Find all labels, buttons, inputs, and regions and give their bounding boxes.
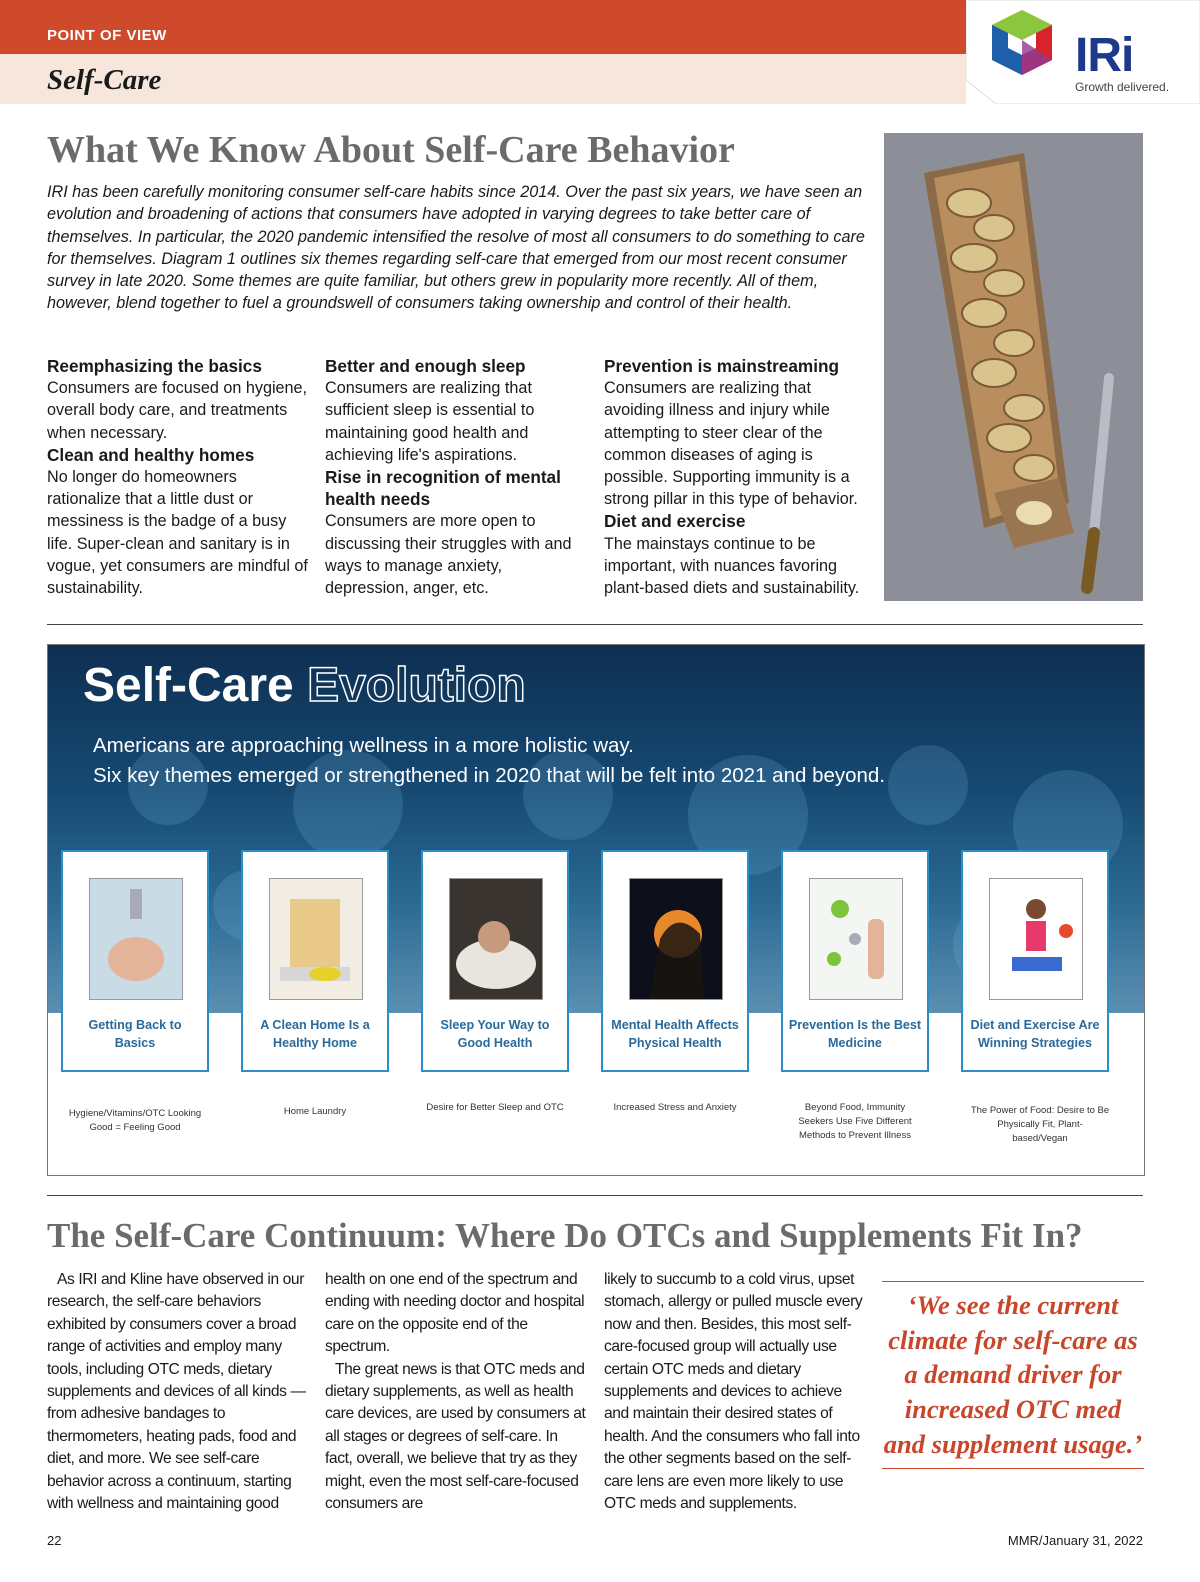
- theme-text: The mainstays continue to be important, with nuances favoring plant-based diets and sustainability.: [604, 534, 860, 598]
- theme-heading: Diet and exercise: [604, 511, 746, 532]
- diagram-title: [83, 658, 526, 713]
- mind-icon: [629, 878, 723, 1000]
- theme-heading: Prevention is mainstreaming: [604, 356, 839, 376]
- virus-shield-icon: [809, 878, 903, 1000]
- fitness-icon: [989, 878, 1083, 1000]
- divider: [47, 1195, 1143, 1196]
- card-caption: Diet and Exercise Are Winning Strategies: [970, 1018, 1100, 1050]
- theme-column-1: [47, 355, 309, 599]
- card-note: Home Laundry: [283, 1106, 347, 1117]
- theme-text: Consumers are realizing that avoiding illness and injury while attempting to steer clear of the common diseases of aging is possible. Supporting immunity is a strong pillar in this type of behavior.: [604, 379, 858, 509]
- food-photo: [884, 133, 1143, 601]
- tart-illustration: [884, 133, 1143, 601]
- body-column-1: [47, 1269, 309, 1515]
- page-number: 22: [47, 1533, 62, 1548]
- card-note: Beyond Food, Immunity Seekers Use Five Different Methods to Prevent Illness: [798, 1102, 912, 1141]
- theme-card: [601, 850, 749, 1072]
- theme-heading: Reemphasizing the basics: [47, 356, 262, 376]
- card-note: Hygiene/Vitamins/OTC Looking Good = Feeling Good: [68, 1108, 202, 1133]
- body-paragraph: As IRI and Kline have observed in our research, the self-care behaviors exhibited by consumers cover a broad range of activities and employ many tools, including OTC meds, dietary supplements and devices of all kinds — from adhesive bandages to thermometers, heating pads, food and diet, and more. We see self-care behavior across a continuum, starting with wellness and maintaining good: [47, 1271, 306, 1513]
- diagram-subtitle-line: Six key themes emerged or strengthened in 2020 that will be felt into 2021 and beyond.: [93, 764, 886, 787]
- card-caption: Getting Back to Basics: [88, 1018, 182, 1050]
- theme-heading: Better and enough sleep: [325, 356, 526, 376]
- body-paragraph: likely to succumb to a cold virus, upset stomach, allergy or pulled muscle every now and then. Besides, this most self-care-focused group will actually use certain OTC meds and dietary supplements and devices to achieve and maintain their desired states of health. And the consumers who fall into the other segments based on the self-care lens are even more likely to use OTC meds and supplements.: [604, 1271, 863, 1513]
- theme-column-3: [604, 355, 866, 599]
- pull-quote: ‘We see the current climate for self-care as a demand driver for increased OTC med and supplement usage.’: [882, 1281, 1144, 1469]
- article-intro: IRI has been carefully monitoring consumer self-care habits since 2014. Over the past six years, we have seen an evolution and broadening of actions that consumers have adopted in varying degrees to take better care of themselves. In particular, the 2020 pandemic intensified the resolve of most all consumers to do something to care for themselves. Diagram 1 outlines six themes regarding self-care that emerged from our most recent consumer survey in late 2020. Some themes are quite familiar, but others grew in popularity more recently. All of them, however, blend together to fuel a groundswell of consumers taking ownership and control of their health.: [47, 183, 865, 313]
- article2-title: The Self-Care Continuum: Where Do OTCs and Supplements Fit In?: [47, 1216, 1083, 1255]
- sleep-icon: [449, 878, 543, 1000]
- hand-washing-icon: [89, 878, 183, 1000]
- theme-text: Consumers are more open to discussing their struggles with and ways to manage anxiety, depression, anger, etc.: [325, 512, 572, 598]
- theme-text: Consumers are realizing that sufficient sleep is essential to maintaining good health and achieving life's aspirations.: [325, 379, 535, 464]
- logo-tagline: Growth delivered.: [1075, 80, 1170, 94]
- article-title: What We Know About Self-Care Behavior: [47, 129, 735, 171]
- section-title: Self-Care: [47, 64, 162, 96]
- theme-card: [241, 850, 389, 1072]
- diagram-title-b: Evolution: [307, 659, 526, 712]
- kicker: POINT OF VIEW: [47, 27, 167, 44]
- theme-column-2: [325, 355, 587, 599]
- body-paragraph: health on one end of the spectrum and ending with needing doctor and hospital care on the opposite end of the spectrum.: [325, 1271, 585, 1356]
- cleaning-icon: [269, 878, 363, 1000]
- body-column-3: [604, 1269, 866, 1515]
- logo-wordmark: IRi: [1075, 29, 1134, 82]
- issue-date: MMR/January 31, 2022: [1007, 1533, 1143, 1548]
- theme-card: [961, 850, 1109, 1072]
- theme-heading: Clean and healthy homes: [47, 444, 255, 465]
- theme-heading: Rise in recognition of mental health needs: [325, 467, 561, 510]
- theme-text: No longer do homeowners rationalize that a little dust or messiness is the badge of a busy life. Super-clean and sanitary is in vogue, yet consumers are mindful of sustainability.: [47, 468, 308, 598]
- self-care-diagram: [47, 644, 1145, 1176]
- theme-card: [781, 850, 929, 1072]
- card-note: The Power of Food: Desire to Be Physically Fit, Plant-based/Vegan: [970, 1105, 1110, 1144]
- card-caption: Sleep Your Way to Good Health: [440, 1018, 550, 1050]
- body-paragraph: The great news is that OTC meds and dietary supplements, as well as health care devices, are used by consumers at all stages or degrees of self-care. In fact, overall, we believe that try as they might, even the most self-care-focused consumers are: [325, 1360, 586, 1513]
- card-caption: A Clean Home Is a Healthy Home: [260, 1018, 370, 1050]
- theme-card: [421, 850, 569, 1072]
- theme-text: Consumers are focused on hygiene, overall body care, and treatments when necessary.: [47, 379, 308, 442]
- theme-card: [61, 850, 209, 1072]
- card-caption: Prevention Is the Best Medicine: [788, 1018, 922, 1050]
- body-column-2: [325, 1269, 587, 1515]
- card-note: Desire for Better Sleep and OTC: [426, 1102, 564, 1113]
- diagram-subtitle-line: Americans are approaching wellness in a more holistic way.: [93, 734, 634, 757]
- divider: [47, 624, 1143, 625]
- diagram-title-a: Self-Care: [83, 659, 294, 712]
- card-note: Increased Stress and Anxiety: [613, 1102, 737, 1113]
- card-caption: Mental Health Affects Physical Health: [611, 1018, 739, 1050]
- diagram-subtitle: [93, 731, 885, 791]
